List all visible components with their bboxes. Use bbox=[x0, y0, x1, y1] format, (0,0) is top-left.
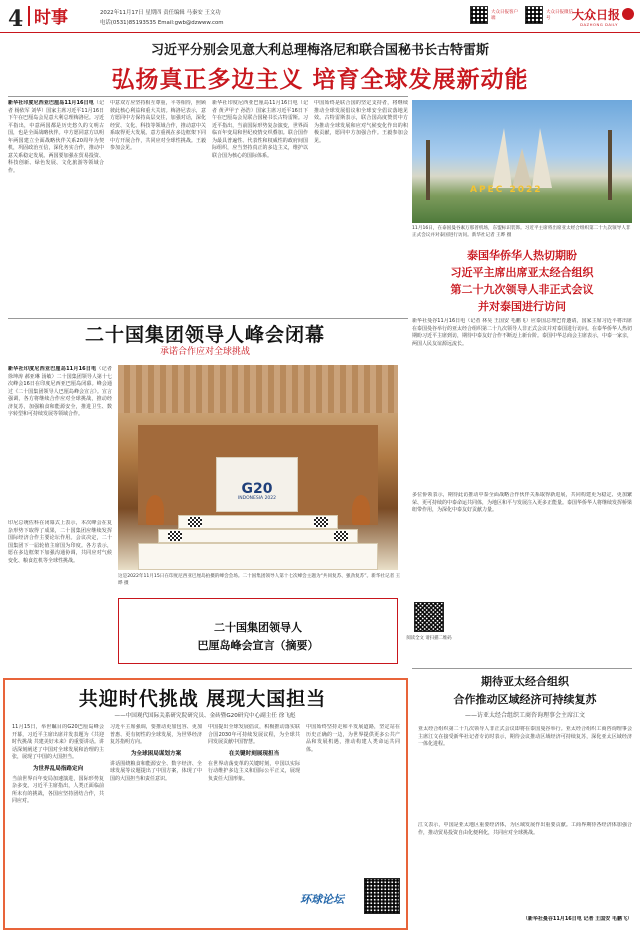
lead-text-1: （记者 杨依军 刘华）国家主席习近平11月16日下午在巴厘岛会见意大利总理梅洛尼。习近平指出，中意两国都是历史悠久的文明古国，也是全面战略伙伴。中方愿同意方以明年两国建立全面战略伙伴关系20周年为契机，巩固政治互信，深化务实合作，推动中意关系稳定发展。两国要加强在贸易投资、科技创新、绿色发展、文化旅游等领域合作。 bbox=[8, 100, 104, 174]
summit-column-2 bbox=[8, 520, 112, 670]
divider bbox=[8, 318, 408, 319]
thailand-text-1: 新华社曼谷11月16日电（记者 林昊 王国安 毛鹏飞）应泰国总理巴育邀请，国家主席习近平将出席在泰国曼谷举行的亚太经合组织第二十九次领导人非正式会议并对泰国进行访问。在泰华侨华人热切期盼习近平主席到访，期待中泰友好合作不断迈上新台阶。泰国中华总商会主席表示，中泰一家亲，两国人民友谊源远流长。 bbox=[412, 318, 632, 347]
decor-cushion-icon bbox=[168, 531, 182, 541]
lead-column-2 bbox=[110, 100, 206, 315]
summit-headline: 二十国集团领导人峰会闭幕 bbox=[84, 324, 325, 346]
lead-text-3: 新华社印度尼西亚巴厘岛11月16日电（记者 黄尹甲子 孙浩）国家主席习近平16日下午在巴厘岛会见联合国秘书长古特雷斯。习近平指出，当前国际形势复杂演变，世界面临百年变局和世纪疫情交织叠加。联合国作为最具普遍性、代表性和权威性的政府间国际组织，应当坚持真正的多边主义，维护以联合国为核心的国际体系。 bbox=[212, 100, 308, 159]
newspaper-logo-sub: DAZHONG DAILY bbox=[580, 22, 618, 27]
editor-label: 责任编辑 bbox=[163, 10, 185, 16]
feature-column-4 bbox=[306, 724, 400, 874]
thailand-headline-2: 习近平主席出席亚太经合组织 bbox=[450, 266, 594, 279]
feature-subhead-3: 在关键时刻展现担当 bbox=[228, 750, 280, 757]
summit-text-2: 印尼总统佐科在闭幕式上表示，本次峰会在复杂形势下取得了成果，二十国集团应继续发挥国际经济合作主要论坛作用。会议决定，二十国集团下一届轮值主席国为印度。各方表示，愿在多边框架下加强沟通协调，共同应对气候变化、粮食危机等全球性挑战。 bbox=[8, 520, 112, 564]
apec-subheadline: ——访亚太经合组织工商咨询理事会主席江文 bbox=[464, 712, 585, 719]
feature-headline: 共迎时代挑战 展现大国担当 bbox=[78, 688, 327, 710]
wechat-qr-caption: 大众日报微信号 bbox=[546, 10, 573, 21]
lead-column-1 bbox=[8, 100, 104, 315]
stage-step bbox=[138, 543, 378, 570]
apec-venue-photo bbox=[412, 100, 632, 223]
feature-text-1: 11月15日，举世瞩目的G20巴厘岛峰会开幕，习近平主席出席并发表题为《共迎时代挑战 共建美好未来》的重要讲话。讲话深刻阐述了中国对全球发展和治理的主张，展现了中国的大国担当。 bbox=[12, 724, 104, 760]
summit-subheadline: 承诺合作应对全球挑战 bbox=[159, 347, 250, 357]
apec-byline: （新华社曼谷11月16日电 记者 王国安 毛鹏飞） bbox=[522, 916, 632, 922]
divider bbox=[8, 96, 408, 97]
lead-text-4: 中国始终是联合国的坚定支持者，将继续推动全球发展倡议和全球安全倡议落地见效。古特雷斯表示，联合国高度赞赏中方为推动全球发展和应对气候变化作出的积极贡献，愿同中方加强合作。王毅参加会见。 bbox=[314, 100, 408, 144]
feature-column-1 bbox=[12, 724, 104, 922]
thailand-headline-4: 并对泰国进行访问 bbox=[478, 300, 566, 313]
apec-text-2: 江文表示，中国是亚太地区重要经济体，为区域发展作出重要贡献。工商界期待各经济体加强合作，推动贸易投资自由化便利化，共同应对全球挑战。 bbox=[418, 822, 632, 836]
thailand-column-1 bbox=[412, 318, 632, 488]
issue-weekday: 星期四 bbox=[145, 10, 162, 16]
issue-date: 2022年11月17日 bbox=[100, 10, 144, 16]
g20-photo-caption: 这是2022年11月15日在印度尼西亚巴厘岛拍摄的峰会会场。二十国集团领导人第十七次峰会主题为“共同复苏、强劲复苏”。新华社记者 王晔 摄 bbox=[118, 574, 401, 586]
plant-pot-icon bbox=[146, 495, 164, 525]
lead-headline: 弘扬真正多边主义 培育全球发展新动能 bbox=[111, 67, 529, 93]
summit-column-1 bbox=[8, 366, 112, 516]
feature-column-2 bbox=[110, 724, 202, 922]
forum-badge: 环球论坛 bbox=[300, 893, 344, 906]
summit-dateline: 新华社印度尼西亚巴厘岛11月16日电 bbox=[8, 366, 97, 372]
forum-qr-code[interactable] bbox=[364, 878, 400, 914]
feature-text-2b: 讲话围绕粮食和能源安全、数字经济、全球发展等议题提出了中国方案，体现了中国的大国担当和责任意识。 bbox=[110, 760, 202, 782]
declaration-title-1: 二十国集团领导人 bbox=[214, 621, 302, 634]
decor-cushion-icon bbox=[314, 517, 328, 527]
decor-cushion-icon bbox=[334, 531, 348, 541]
venue-roof bbox=[118, 365, 398, 413]
apec-photo-caption: 11月16日，在泰国曼谷素万那普机场，东盟标识装饰。习近平主席将出席亚太经合组织第二十九次领导人非正式会议并对泰国进行访问。新华社记者 王晔 摄 bbox=[412, 226, 631, 238]
feature-text-2: 习近平主席强调，要推动更加包容、更加普惠、更有韧性的全球发展，为世界经济复苏指明方向。 bbox=[110, 724, 202, 745]
summit-text-1: （记者 徐坤涛 郝亚琳 汤敏）二十国集团领导人第十七次峰会16日在印度尼西亚巴厘岛闭幕。峰会通过《二十国集团领导人巴厘岛峰会宣言》。宣言强调，各方将继续合作应对全球挑战，推动经济复苏，加强粮食和能源安全，推进卫生、数字转型和可持续发展等领域合作。 bbox=[8, 366, 112, 417]
page-number: 4 bbox=[8, 6, 24, 32]
thailand-headline-1: 泰国华侨华人热切期盼 bbox=[467, 249, 577, 262]
lead-kicker: 习近平分别会见意大利总理梅洛尼和联合国秘书长古特雷斯 bbox=[150, 43, 489, 58]
g20-logo: G20 bbox=[241, 481, 273, 497]
lead-text-2: 中意双方应坚持相互尊重，平等相待，照顾彼此核心利益和重大关切。梅洛尼表示，意方愿同中方保持高层交往，加强对话，深化经贸、文化、科技等领域合作，推动意中关系取得更大发展。意方重视在多边框架下同中方开展合作，共同应对全球性挑战。王毅参加会见。 bbox=[110, 100, 206, 151]
feature-text-3: 中国提出全球发展倡议，积极推动落实联合国2030年可持续发展议程，为全球共同发展贡献中国智慧。 bbox=[208, 724, 300, 745]
apec-column-1 bbox=[418, 726, 632, 818]
lead-dateline: 新华社印度尼西亚巴厘岛11月16日电 bbox=[8, 100, 94, 106]
editor-name: 马秦安 bbox=[186, 10, 203, 16]
apec-text-1: 亚太经合组织第二十九次领导人非正式会议即将在泰国曼谷举行。亚太经合组织工商咨询理事会主席江文在接受新华社记者专访时表示，期待会议推动区域经济可持续复苏，深化亚太区域经济一体化进程。 bbox=[418, 726, 632, 747]
app-qr-code[interactable] bbox=[470, 6, 488, 24]
email: Email:gwb@dzwww.com bbox=[157, 20, 224, 26]
temple-gate-icon bbox=[482, 118, 562, 188]
feature-subheadline: ——中国观代国际关系研究院研究员、金砖暨G20研究中心副主任 徐飞彪 bbox=[114, 713, 296, 719]
feature-subhead-2: 为全球困局谋划方案 bbox=[130, 750, 182, 757]
app-qr-caption: 大众日报客户端 bbox=[491, 10, 518, 21]
feature-subhead-1: 为世界乱局指路定向 bbox=[32, 765, 84, 772]
stage-step bbox=[158, 529, 358, 543]
contact-info bbox=[100, 20, 224, 28]
lead-column-4 bbox=[314, 100, 408, 315]
feature-text-1b: 当前世界百年变局加速演进，国际形势复杂多变。习近平主席指出，人类正面临前所未有的挑战，各国应坚持团结合作，共同应对。 bbox=[12, 775, 104, 805]
g20-venue-photo bbox=[118, 365, 398, 570]
palm-tree-icon bbox=[426, 140, 430, 200]
feature-text-4: 中国始终坚持走和平发展道路，坚定站在历史正确的一边，为世界提供更多公共产品和发展机遇，推动构建人类命运共同体。 bbox=[306, 724, 400, 753]
thailand-headline-3: 第二十九次领导人非正式会议 bbox=[450, 283, 594, 296]
section-name: 时事 bbox=[34, 8, 68, 28]
designer-name: 王文功 bbox=[204, 10, 221, 16]
apec-letters-icon: APEC 2022 bbox=[470, 185, 543, 195]
declaration-qr-code[interactable] bbox=[414, 602, 444, 632]
declaration-title-2: 巴厘岛峰会宣言（摘要） bbox=[197, 639, 319, 652]
wechat-qr-code[interactable] bbox=[525, 6, 543, 24]
apec-headline-1: 期待亚太经合组织 bbox=[481, 675, 569, 688]
masthead bbox=[0, 0, 640, 33]
decor-cushion-icon bbox=[188, 517, 202, 527]
divider bbox=[412, 668, 632, 669]
logo-mark-icon bbox=[622, 8, 634, 20]
apec-column-2 bbox=[418, 822, 632, 912]
feature-column-3 bbox=[208, 724, 300, 922]
g20-country: INDONESIA 2022 bbox=[237, 496, 277, 501]
feature-text-3b: 在世界动荡变革的关键时刻，中国以实际行动维护多边主义和国际公平正义，展现负责任大国形象。 bbox=[208, 760, 300, 782]
issue-info bbox=[100, 10, 221, 18]
masthead-divider bbox=[28, 6, 30, 26]
palm-tree-icon bbox=[608, 130, 612, 200]
declaration-qr-caption: 阅读全文 请扫描二维码 bbox=[406, 636, 452, 641]
thailand-text-2: 多位侨领表示，期待此访推动中泰全面战略合作伙伴关系取得新进展，共同构建更为稳定、更加繁荣、更可持续的中泰命运共同体，为地区和平与发展注入更多正能量。泰国华侨华人将继续发挥桥梁纽带作用，为深化中泰友好贡献力量。 bbox=[412, 492, 632, 513]
lead-column-3 bbox=[212, 100, 308, 315]
plant-pot-icon bbox=[352, 495, 370, 525]
phone: 电话(0531)85193535 bbox=[100, 20, 157, 26]
newspaper-logo: 大众日报 bbox=[571, 8, 620, 22]
apec-headline-2: 合作推动区域经济可持续复苏 bbox=[453, 693, 597, 706]
